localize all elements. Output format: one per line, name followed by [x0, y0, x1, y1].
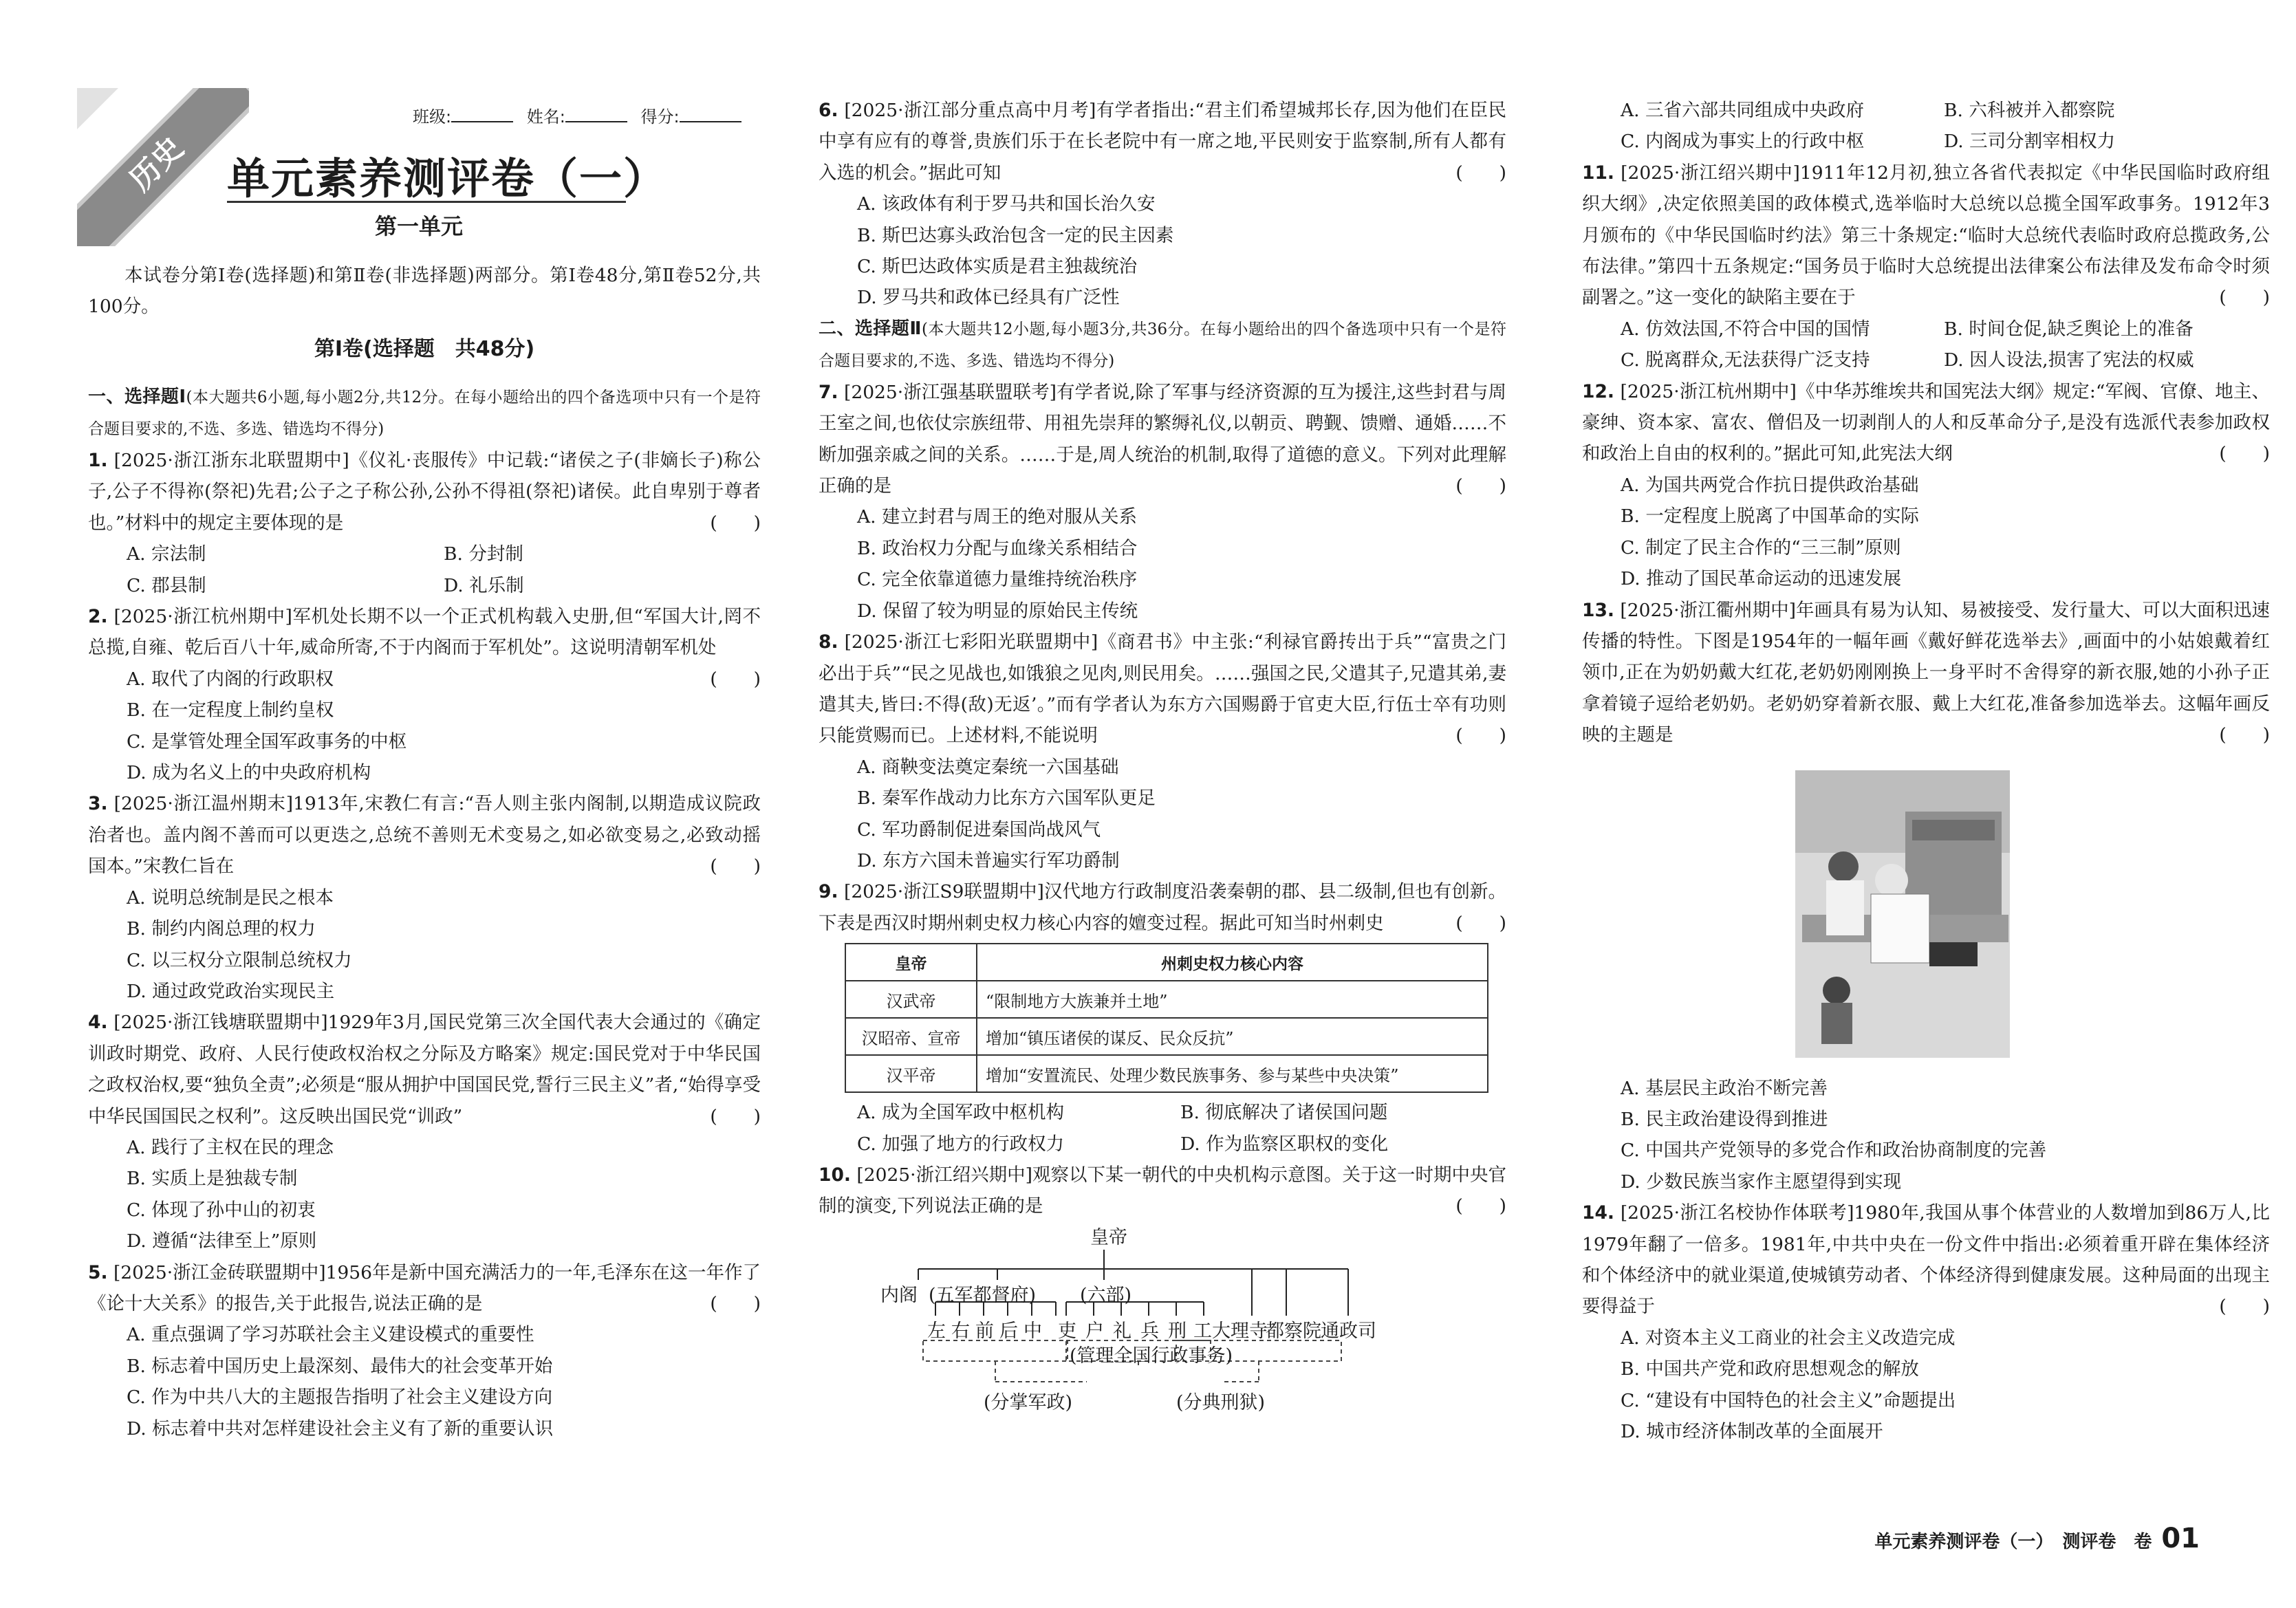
- org-label-guanli: (管理全国行政事务): [1070, 1345, 1233, 1367]
- answer-blank[interactable]: ( ): [2219, 724, 2270, 746]
- org-node-wujun: (五军都督府): [929, 1284, 1037, 1306]
- option[interactable]: B. 在一定程度上制约皇权: [127, 699, 334, 721]
- q9-options-row2: [819, 1129, 1506, 1160]
- option[interactable]: D. 少数民族当家作主愿望得到实现: [1621, 1171, 1902, 1193]
- option[interactable]: B. 民主政治建设得到推进: [1621, 1108, 1828, 1130]
- option[interactable]: D. 成为名义上的中央政府机构: [127, 762, 371, 784]
- option[interactable]: A. 成为全国军政中枢机构: [857, 1102, 1064, 1124]
- option[interactable]: D. 作为监察区职权的变化: [1180, 1133, 1389, 1155]
- question-4: 4. [2025·浙江钱塘联盟期中]1929年3月,国民党第三次全国代表大会通过的《确定训政时期党、政府、人民行使政权治权之分际及方略案》规定:国民党对于中华民国之政权治权,要“独负全责”;必须是“服从拥护中国国民党,誓行三民主义”者,“始得享受中华民国国民之权利”。这反映出国民党“训政” ( ): [88, 1007, 761, 1132]
- answer-blank[interactable]: ( ): [710, 512, 761, 534]
- question-7: 7. [2025·浙江强基联盟联考]有学者说,除了军事与经济资源的互为援注,这些封君与周王室之间,也依仗宗族纽带、用祖先崇拜的繁缛礼仪,以朝贡、聘觐、馈赠、通婚……不断加强亲戚之间的关系。……于是,周人统治的机制,取得了道德的意义。下列对此理解正确的是 ( ): [819, 377, 1506, 502]
- option[interactable]: A. 建立封君与周王的绝对服从关系: [857, 506, 1137, 528]
- question-8: 8. [2025·浙江七彩阳光联盟期中]《商君书》中主张:“利禄官爵抟出于兵”“富贵之门必出于兵”“民之见战也,如饿狼之见肉,则民用矣。……强国之民,父遣其子,兄遣其弟,妻遣其夫,皆曰:不得(敌)无返’。”而有学者认为东方六国赐爵于官吏大臣,行伍士卒有功则只能赏赐而已。上述材料,不能说明 ( ): [819, 627, 1506, 752]
- option[interactable]: B. 中国共产党和政府思想观念的解放: [1621, 1358, 1919, 1380]
- answer-blank[interactable]: ( ): [1455, 725, 1506, 747]
- option[interactable]: A. 宗法制: [127, 543, 206, 565]
- answer-blank[interactable]: ( ): [2219, 1296, 2270, 1318]
- option[interactable]: A. 践行了主权在民的理念: [127, 1136, 334, 1158]
- answer-blank[interactable]: ( ): [1455, 1195, 1506, 1217]
- answer-blank[interactable]: ( ): [710, 856, 761, 878]
- option[interactable]: C. “建设有中国特色的社会主义”命题提出: [1621, 1389, 1956, 1411]
- option[interactable]: D. 礼乐制: [444, 574, 524, 596]
- option[interactable]: A. 仿效法国,不符合中国的国情: [1621, 318, 1870, 340]
- answer-blank[interactable]: ( ): [1455, 912, 1506, 934]
- option[interactable]: B. 彻底解决了诸侯国问题: [1180, 1102, 1388, 1124]
- org-node-tongzheng: 通政司: [1321, 1320, 1376, 1342]
- question-3: 3. [2025·浙江温州期末]1913年,宋教仁有言:“吾人则主张内阁制,以期造成议院政治者也。盖内阁不善而可以更迭之,总统不善则无术变易之,如必欲变易之,必致动摇国本。”宋教仁旨在 ( ): [88, 788, 761, 882]
- score-label: 得分:: [640, 107, 680, 127]
- org-node: 户: [1085, 1320, 1104, 1342]
- org-node: 中: [1024, 1320, 1042, 1342]
- question-10: 10. [2025·浙江绍兴期中]观察以下某一朝代的中央机构示意图。关于这一时期中央官制的演变,下列说法正确的是 ( ): [819, 1160, 1506, 1222]
- question-14: 14. [2025·浙江名校协作体联考]1980年,我国从事个体营业的人数增加到86万人,比1979年翻了一倍多。1981年,中共中央在一份文件中指出:必须着重开辟在集体经济和个体经济中的就业渠道,使城镇劳动者、个体经济得到健康发展。这种局面的出现主要得益于 ( ): [1582, 1197, 2270, 1323]
- q10-options-row2: [1582, 126, 2270, 157]
- option[interactable]: A. 三省六部共同组成中央政府: [1621, 100, 1864, 121]
- org-node: 兵: [1140, 1320, 1159, 1342]
- name-field[interactable]: [565, 121, 627, 122]
- option[interactable]: A. 商鞅变法奠定秦统一六国基础: [857, 756, 1119, 778]
- option[interactable]: C. 是掌管处理全国军政事务的中枢: [127, 730, 407, 752]
- page-number: 01: [2161, 1523, 2200, 1554]
- org-label-fenling: (分掌军政): [984, 1391, 1073, 1413]
- question-1: 1. [2025·浙江浙东北联盟期中]《仪礼·丧服传》中记载:“诸侯之子(非嫡长子)称公子,公子不得祢(祭祀)先君;公子之子称公孙,公孙不得祖(祭祀)诸侯。此自卑别于尊者也。”材料中的规定主要体现的是 ( ): [88, 445, 761, 539]
- option[interactable]: B. 实质上是独裁专制: [127, 1168, 298, 1190]
- option[interactable]: D. 遵循“法律至上”原则: [127, 1230, 317, 1252]
- question-5: 5. [2025·浙江金砖联盟期中]1956年是新中国充满活力的一年,毛泽东在这一年作了《论十大关系》的报告,关于此报告,说法正确的是 ( ): [88, 1257, 761, 1320]
- answer-blank[interactable]: ( ): [2219, 287, 2270, 309]
- option[interactable]: C. 作为中共八大的主题报告指明了社会主义建设方向: [127, 1387, 553, 1409]
- option[interactable]: D. 保留了较为明显的原始民主传统: [857, 600, 1138, 622]
- question-12: 12. [2025·浙江杭州期中]《中华苏维埃共和国宪法大纲》规定:“军阀、官僚、地主、豪绅、资本家、富农、僧侣及一切剥削人的人和反革命分子,是没有选派代表参加政权和政治上自由的权利的。”据此可知,此宪法大纲 ( ): [1582, 376, 2270, 470]
- org-node: 礼: [1113, 1320, 1131, 1342]
- option[interactable]: B. 制约内阁总理的权力: [127, 918, 316, 940]
- answer-blank[interactable]: ( ): [710, 668, 761, 690]
- part1-heading: 第Ⅰ卷(选择题 共48分): [314, 337, 535, 361]
- option[interactable]: C. 脱离群众,无法获得广泛支持: [1621, 349, 1870, 371]
- option[interactable]: B. 政治权力分配与血缘关系相结合: [857, 537, 1138, 559]
- title-rule: [227, 201, 626, 203]
- option[interactable]: C. 斯巴达政体实质是君主独裁统治: [857, 256, 1138, 278]
- table-row: 汉武帝 “限制地方大族兼并土地”: [845, 981, 1488, 1018]
- page-footer: [1874, 1523, 2200, 1554]
- option[interactable]: D. 东方六国未普遍实行军功爵制: [857, 849, 1120, 871]
- org-node: 吏: [1058, 1320, 1076, 1342]
- option[interactable]: C. 内阁成为事实上的行政中枢: [1621, 131, 1865, 153]
- option[interactable]: D. 通过政党政治实现民主: [127, 980, 335, 1002]
- class-label: 班级:: [413, 107, 452, 127]
- org-node: 工: [1193, 1320, 1212, 1342]
- student-info: [413, 103, 750, 127]
- table-header: 州刺史权力核心内容: [977, 944, 1488, 981]
- org-node-liubu: (六部): [1080, 1284, 1132, 1306]
- option[interactable]: B. 分封制: [444, 543, 523, 565]
- answer-blank[interactable]: ( ): [2219, 443, 2270, 465]
- option[interactable]: D. 罗马共和政体已经具有广泛性: [857, 287, 1120, 309]
- option[interactable]: D. 推动了国民革命运动的迅速发展: [1621, 568, 1902, 590]
- question-9: 9. [2025·浙江S9联盟期中]汉代地方行政制度沿袭秦朝的郡、县二级制,但也有创新。下表是西汉时期州刺史权力核心内容的嬗变过程。据此可知当时州刺史 ( ): [819, 876, 1506, 939]
- table-row: 汉平帝 增加“安置流民、处理少数民族事务、参与某些中央决策”: [845, 1055, 1488, 1092]
- name-label: 姓名:: [526, 107, 565, 127]
- q9-table: [845, 943, 1488, 1093]
- q11-options-row2: [1582, 345, 2270, 376]
- score-field[interactable]: [680, 121, 741, 122]
- org-node-ducha: 都察院: [1266, 1320, 1321, 1342]
- section2-heading: 二、选择题Ⅱ(本大题共12小题,每小题3分,共36分。在每小题给出的四个备选项中只有一个是符合题目要求的,不选、多选、错选均不得分): [819, 318, 1506, 370]
- option[interactable]: B. 斯巴达寡头政治包含一定的民主因素: [857, 224, 1174, 246]
- org-label-fendian: (分典刑狱): [1176, 1391, 1266, 1413]
- option[interactable]: C. 完全依靠道德力量维持统治秩序: [857, 569, 1138, 591]
- option[interactable]: C. 郡县制: [127, 574, 206, 596]
- page-subtitle: 第一单元: [375, 213, 464, 239]
- org-node: 前: [975, 1320, 994, 1342]
- section1-heading: 一、选择题Ⅰ(本大题共6小题,每小题2分,共12分。在每小题给出的四个备选项中只有一个是符合题目要求的,不选、多选、错选均不得分): [88, 387, 761, 438]
- option[interactable]: B. 六科被并入都察院: [1944, 100, 2115, 121]
- q9-options-row1: [819, 1097, 1506, 1128]
- option[interactable]: B. 时间仓促,缺乏舆论上的准备: [1944, 318, 2194, 340]
- question-13: 13. [2025·浙江衢州期中]年画具有易为认知、易被接受、发行量大、可以大面积迅速传播的特性。下图是1954年的一幅年画《戴好鲜花选举去》,画面中的小姑娘戴着红领巾,正在为奶奶戴大红花,老奶奶刚刚换上一身平时不舍得穿的新衣服,她的小孙子正拿着镜子逗给老奶奶。老奶奶穿着新衣服、戴上大红花,准备参加选举去。这幅年画反映的主题是 ( ): [1582, 595, 2270, 751]
- q1-options-row2: [88, 570, 761, 601]
- option[interactable]: D. 因人设法,损害了宪法的权威: [1944, 349, 2194, 371]
- answer-blank[interactable]: ( ): [1455, 162, 1506, 184]
- answer-blank[interactable]: ( ): [710, 1292, 761, 1314]
- column-1: [88, 382, 761, 1444]
- option[interactable]: A. 基层民主政治不断完善: [1621, 1077, 1828, 1099]
- option[interactable]: A. 该政体有利于罗马共和国长治久安: [857, 193, 1156, 215]
- new-year-painting-image: [1795, 770, 2010, 1058]
- org-node: 刑: [1168, 1320, 1187, 1342]
- q1-options-row1: [88, 539, 761, 569]
- footer-text: 单元素养测评卷（一） 测评卷 卷: [1874, 1532, 2152, 1552]
- page-title: 单元素养测评卷（一）: [227, 153, 668, 204]
- table-row: 汉昭帝、宣帝 增加“镇压诸侯的谋反、民众反抗”: [845, 1018, 1488, 1055]
- option[interactable]: D. 三司分割宰相权力: [1944, 131, 2116, 153]
- option[interactable]: C. 军功爵制促进秦国尚战风气: [857, 818, 1101, 840]
- q11-options-row1: [1582, 314, 2270, 345]
- org-node: 后: [999, 1320, 1018, 1342]
- option[interactable]: B. 秦军作战动力比东方六国军队更足: [857, 787, 1156, 810]
- question-2: 2. [2025·浙江杭州期中]军机处长期不以一个正式机构载入史册,但“军国大计,罔不总揽,自雍、乾后百八十年,威命所寄,不于内阁而于军机处”。这说明清朝军机处 ( ): [88, 601, 761, 664]
- option[interactable]: D. 城市经济体制改革的全面展开: [1621, 1421, 1883, 1442]
- option[interactable]: A. 重点强调了学习苏联社会主义建设模式的重要性: [127, 1324, 534, 1346]
- intro-text: 本试卷分第Ⅰ卷(选择题)和第Ⅱ卷(非选择题)两部分。第Ⅰ卷48分,第Ⅱ卷52分,共100分。: [88, 265, 761, 318]
- option[interactable]: C. 以三权分立限制总统权力: [127, 949, 352, 971]
- column-3: [1582, 95, 2270, 1447]
- option[interactable]: A. 取代了内阁的行政职权: [127, 668, 334, 690]
- question-11: 11. [2025·浙江绍兴期中]1911年12月初,独立各省代表拟定《中华民国临时政府组织大纲》,决定依照美国的政体模式,选举临时大总统以总揽全国军政事务。1912年3月颁布的《中华民国临时约法》第三十条规定:“临时大总统代表临时政府总揽政务,公布法律。”第四十五条规定:“国务员于临时大总统提出法律案公布法律及发布命令时须副署之。”这一变化的缺陷主要在于 ( ): [1582, 157, 2270, 314]
- option[interactable]: D. 标志着中共对怎样建设社会主义有了新的重要认识: [127, 1417, 554, 1439]
- option[interactable]: A. 为国共两党合作抗日提供政治基础: [1621, 474, 1919, 496]
- answer-blank[interactable]: ( ): [1455, 475, 1506, 497]
- column-2: [819, 95, 1506, 1428]
- org-node: 右: [951, 1320, 970, 1342]
- org-node-dali: 大理寺: [1212, 1320, 1268, 1342]
- option[interactable]: B. 标志着中国历史上最深刻、最伟大的社会变革开始: [127, 1355, 553, 1377]
- subject-badge: [77, 88, 249, 246]
- table-header: 皇帝: [845, 944, 977, 981]
- question-6: 6. [2025·浙江部分重点高中月考]有学者指出:“君主们希望城邦长存,因为他们在臣民中享有应有的尊誉,贵族们乐于在长老院中有一席之地,平民则安于监察制,所有人都有入选的机会。”据此可知 ( ): [819, 95, 1506, 188]
- org-node-neige: 内阁: [880, 1284, 918, 1306]
- option[interactable]: C. 加强了地方的行政权力: [857, 1133, 1065, 1155]
- option[interactable]: A. 说明总统制是民之根本: [127, 887, 334, 909]
- option[interactable]: A. 对资本主义工商业的社会主义改造完成: [1621, 1327, 1956, 1349]
- option[interactable]: B. 一定程度上脱离了中国革命的实际: [1621, 506, 1919, 528]
- q10-options-row1: [1582, 95, 2270, 126]
- option[interactable]: C. 制定了民主合作的“三三制”原则: [1621, 536, 1901, 558]
- org-node-emperor: 皇帝: [1090, 1226, 1127, 1248]
- org-chart: [880, 1222, 1499, 1428]
- org-node: 左: [927, 1320, 946, 1342]
- class-field[interactable]: [451, 121, 513, 122]
- answer-blank[interactable]: ( ): [710, 1105, 761, 1127]
- option[interactable]: C. 体现了孙中山的初衷: [127, 1199, 316, 1221]
- option[interactable]: C. 中国共产党领导的多党合作和政治协商制度的完善: [1621, 1140, 2047, 1162]
- subject-label: 历史: [122, 130, 191, 198]
